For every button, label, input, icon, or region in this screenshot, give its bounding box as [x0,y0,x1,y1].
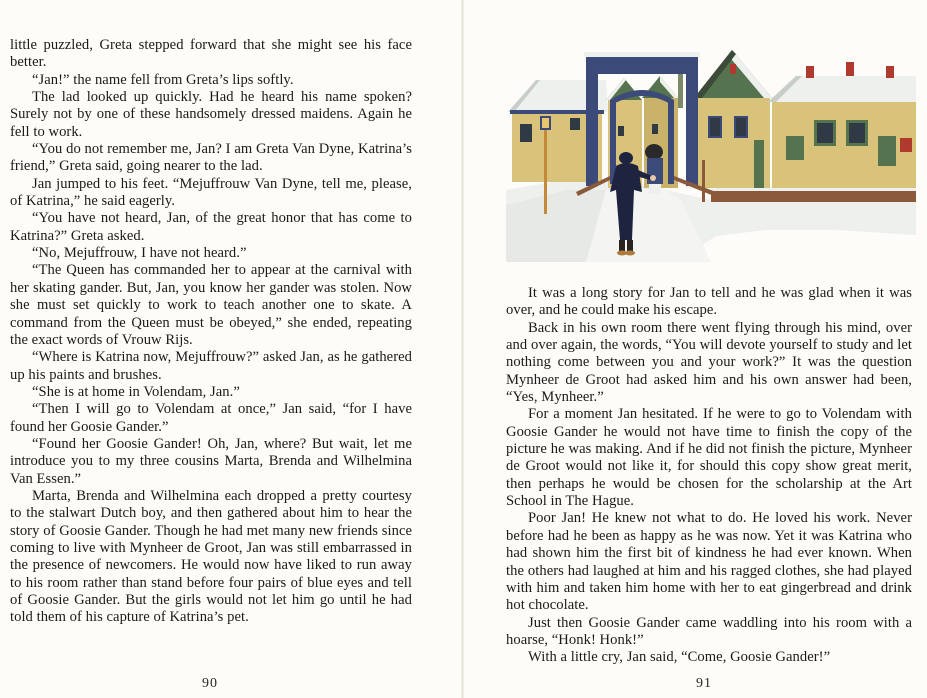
right-page [463,0,927,698]
paragraph: Back in his own room there went flying through his mind, over and over again, the words, “You will devote yourself to study and let nothing come between you and your work?” It was the question Mynheer de Groot had asked him and his own answer had been, “Yes, Mynheer.” [506,319,912,406]
paragraph: “Then I will go to Volendam at once,” Jan said, “for I have found her Goosie Gander.” [10,401,412,435]
paragraph: “You do not remember me, Jan? I am Greta Van Dyne, Katrina’s friend,” Greta said, going nearer to the lad. [10,141,412,175]
paragraph: Just then Goosie Gander came waddling into his room with a hoarse, “Honk! Honk!” [506,614,912,648]
paragraph: “You have not heard, Jan, of the great honor that has come to Katrina?” Greta asked. [10,210,412,244]
paragraph: little puzzled, Greta stepped forward that she might see his face better. [10,37,412,71]
paragraph: “Found her Goosie Gander! Oh, Jan, where? But wait, let me introduce you to my three cousins Marta, Brenda and Wilhelmina Van Essen.” [10,435,412,487]
dutch-village-drawbridge-illustration-icon [506,40,916,262]
paragraph: “She is at home in Volendam, Jan.” [32,383,240,400]
paragraph: For a moment Jan hesitated. If he were to go to Volendam with Goosie Gander he would not have time to finish the copy of the picture he was making. And if he did not finish the picture, Mynheer de Groot would not like it, for should this copy show great merit, then perhaps he would be chosen for the scholarship at the Art School in The Hague. [506,406,912,510]
paragraph: “The Queen has commanded her to appear at the carnival with her skating gander. But, Jan, you know her gander was stolen. Now she must set quickly to work to teach another one to skate. A command from the Queen must be obeyed,” she ended, repeating the exact words of Vrouw Rijs. [10,262,412,348]
left-page [0,0,463,698]
paragraph: It was a long story for Jan to tell and he was glad when it was over, and he could make his escape. [506,285,912,319]
paragraph: Jan jumped to his feet. “Mejuffrouw Van Dyne, tell me, please, of Katrina,” he said eagerly. [10,175,412,210]
paragraph: Poor Jan! He knew not what to do. He loved his work. Never before had he been as happy as he was now. Yet it was Katrina who had shown him the first bit of kindness he had ever known. When the others had laughed at him and his ragged clothes, she had played with him and taken him home with her to eat gingerbread and drink hot chocolate. [506,510,912,614]
left-page-text [10,37,412,627]
paragraph: “Jan!” the name fell from Greta’s lips softly. [32,71,294,88]
page-number-left: 90 [202,676,218,691]
page-number-right: 91 [696,676,712,691]
paragraph: Marta, Brenda and Wilhelmina each dropped a pretty courtesy to the stalwart Dutch boy, and then gathered about him to hear the story of Goosie Gander. Though he had met many new friends since coming to live with Mynheer de Groot, Jan was still embarrassed in the presence of newcomers. He would now have liked to run away to his room rather than stand before four pairs of blue eyes and tell of Goosie Gander. But the girls would not let him go until he had told them of his capture of Katrina’s pet. [10,487,412,626]
paragraph: With a little cry, Jan said, “Come, Goosie Gander!” [528,649,831,666]
right-page-text [506,285,912,667]
paragraph: “Where is Katrina now, Mejuffrouw?” asked Jan, as he gathered up his paints and brushes. [10,349,412,383]
paragraph: The lad looked up quickly. Had he heard his name spoken? Surely not by one of these handsomely dressed maidens. Again he fell to work. [10,89,412,140]
paragraph: “No, Mejuffrouw, I have not heard.” [32,245,247,262]
